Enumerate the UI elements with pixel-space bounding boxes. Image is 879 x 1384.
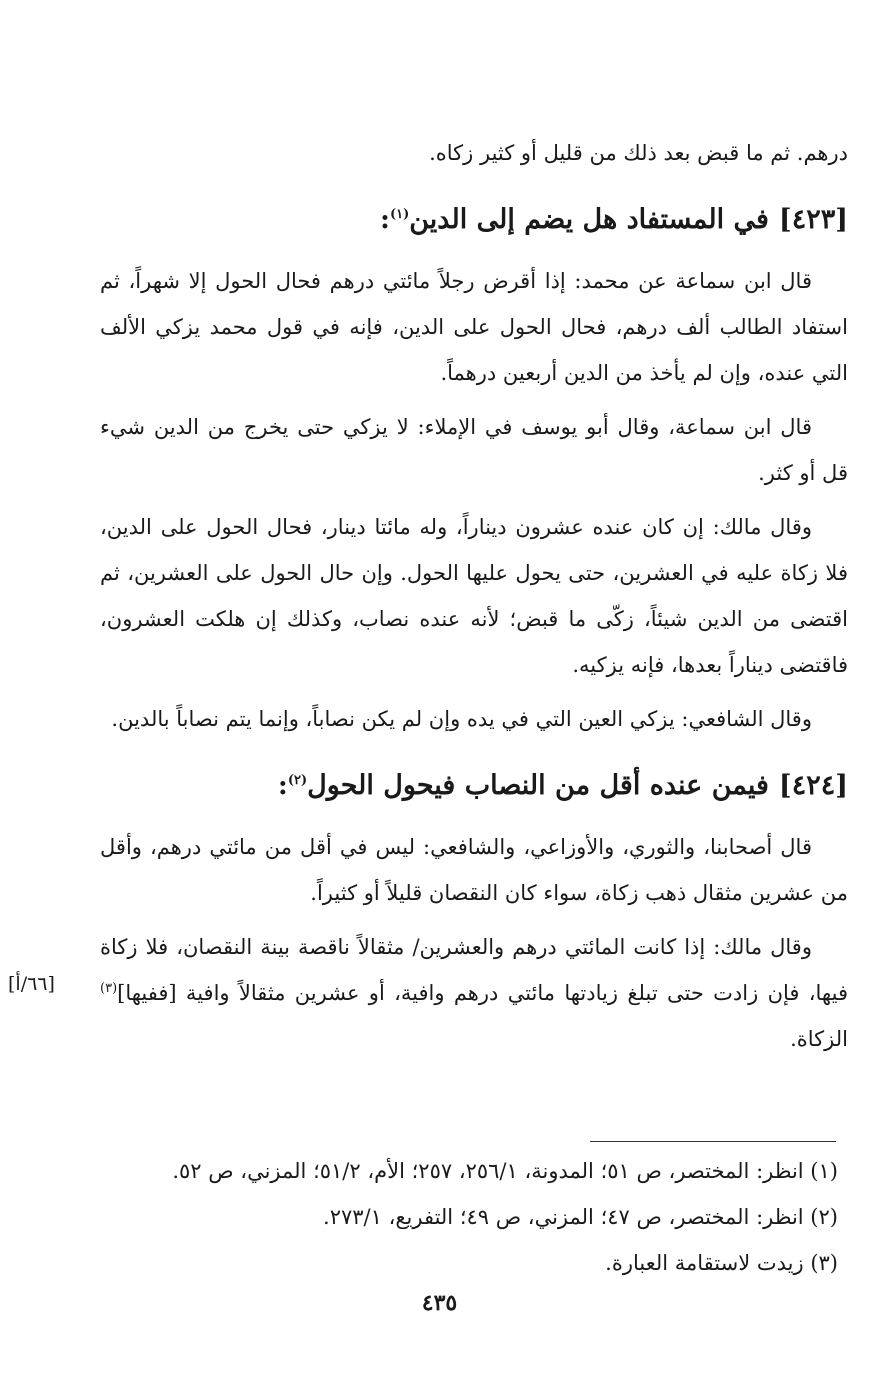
manuscript-folio-ref: [٦٦/أ] <box>8 973 55 995</box>
footnote: (١) انظر: المختصر، ص ٥١؛ المدونة، ٢٥٦/١، ٢٥٧؛ الأم، ٥١/٢؛ المزني، ص ٥٢. <box>172 1159 838 1183</box>
footnote-marker: (٢) <box>287 773 308 788</box>
section-heading-424: [٤٢٤]فيمن عنده أقل من النصاب فيحول الحول$^{(٢)}$: <box>277 770 848 801</box>
page-body <box>100 130 848 1062</box>
section-number: [٤٢٤] <box>778 770 848 801</box>
section-title: فيمن عنده أقل من النصاب فيحول الحول <box>307 770 769 801</box>
paragraph: وقال مالك: إن كان عنده عشرون ديناراً، وله مائتا دينار، فحال الحول على الدين، فلا زكاة عليه في العشرين، حتى يحول عليها الحول. وإن حال الحول على العشرين، ثم اقتضى من الدين شيئاً، زكّى ما قبض؛ لأنه عنده نصاب، وكذلك إن هلكت العشرون، فاقتضى ديناراً بعدها، فإنه يزكيه. <box>100 515 848 677</box>
footnotes <box>100 1148 838 1286</box>
page-number: ٤٣٥ <box>421 1290 458 1316</box>
footnote-divider <box>590 1141 836 1142</box>
section-heading-423: [٤٢٣]في المستفاد هل يضم إلى الدين$^{(١)}$: <box>379 204 848 235</box>
section-number: [٤٢٣] <box>778 204 848 235</box>
paragraph: قال أصحابنا، والثوري، والأوزاعي، والشافعي: ليس في أقل من مائتي درهم، وأقل من عشرين مثقال ذهب زكاة، سواء كان النقصان قليلاً أو كثيراً. <box>100 835 848 905</box>
paragraph-continuation: درهم. ثم ما قبض بعد ذلك من قليل أو كثير زكاه. <box>429 141 848 165</box>
footnote: (٣) زيدت لاستقامة العبارة. <box>605 1251 838 1275</box>
paragraph: قال ابن سماعة عن محمد: إذا أقرض رجلاً مائتي درهم فحال الحول إلا شهراً، ثم استفاد الطالب ألف درهم، فحال الحول على الدين، فإنه في قول محمد يزكي الألف التي عنده، وإن لم يأخذ من الدين أربعين درهماً. <box>100 269 848 385</box>
footnote-marker: (١) <box>389 207 410 222</box>
paragraph: وقال مالك: إذا كانت المائتي درهم والعشرين/ مثقالاً ناقصة بينة النقصان، فلا زكاة فيها، فإن زادت حتى تبلغ زيادتها مائتي درهم وافية، أو عشرين مثقالاً وافية [ففيها]$^{(٣)}$ الزكاة. <box>100 935 848 1051</box>
footnote: (٢) انظر: المختصر، ص ٤٧؛ المزني، ص ٤٩؛ التفريع، ٢٧٣/١. <box>323 1205 838 1229</box>
footnote-marker: (٣) <box>100 981 118 996</box>
paragraph: قال ابن سماعة، وقال أبو يوسف في الإملاء: لا يزكي حتى يخرج من الدين شيء قل أو كثر. <box>100 415 848 485</box>
section-title: في المستفاد هل يضم إلى الدين <box>409 204 769 235</box>
paragraph: وقال الشافعي: يزكي العين التي في يده وإن لم يكن نصاباً، وإنما يتم نصاباً بالدين. <box>111 707 812 731</box>
